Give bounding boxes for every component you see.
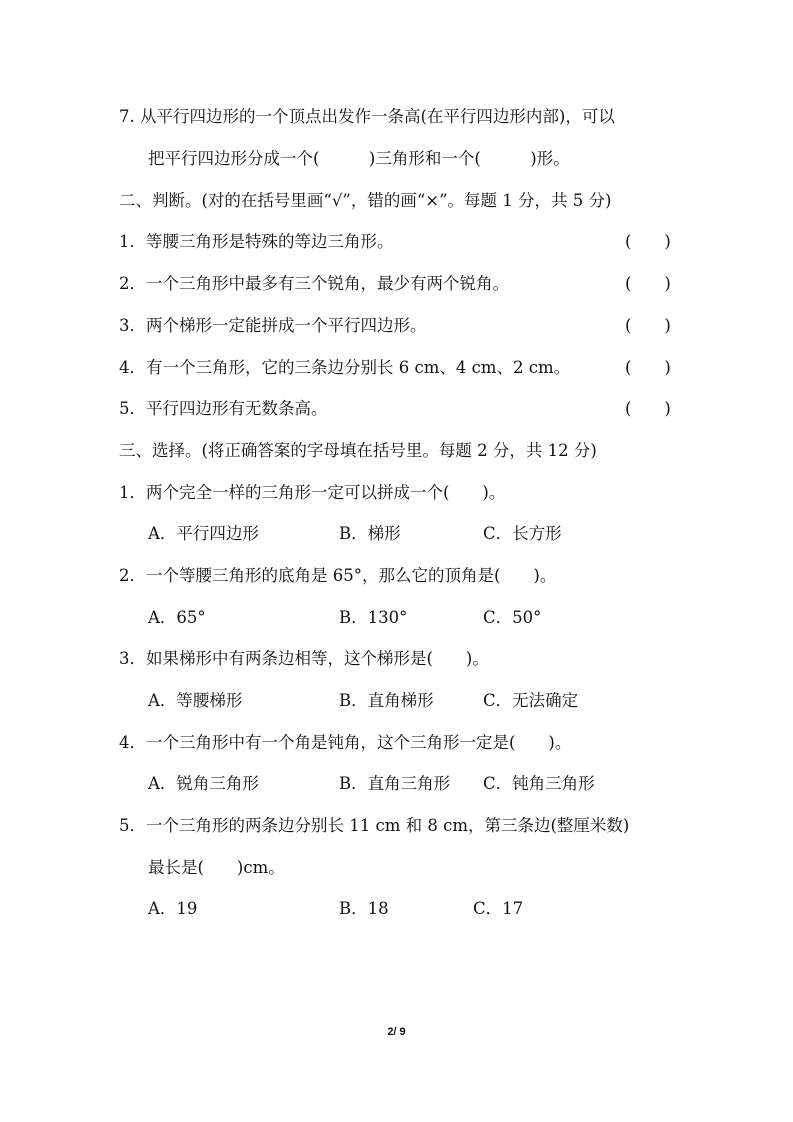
choice-3-option-b[interactable]: B．直角梯形 [339, 691, 434, 710]
judge-item-4: 4．有一个三角形，它的三条边分别长 6 cm、4 cm、2 cm。 [119, 358, 571, 377]
judge-item-5: 5．平行四边形有无数条高。 [119, 399, 328, 418]
judge-item-3: 3．两个梯形一定能拼成一个平行四边形。 [119, 316, 427, 335]
choice-4-option-a[interactable]: A．锐角三角形 [148, 774, 259, 793]
choice-4-option-c[interactable]: C．钝角三角形 [483, 774, 595, 793]
choice-1-option-b[interactable]: B．梯形 [339, 524, 401, 543]
judge-item-2: 2．一个三角形中最多有三个锐角，最少有两个锐角。 [119, 274, 509, 293]
choice-5-option-c[interactable]: C．17 [473, 899, 524, 918]
choice-4-option-b[interactable]: B．直角三角形 [339, 774, 451, 793]
choice-item-4: 4．一个三角形中有一个角是钝角，这个三角形一定是( )。 [119, 733, 572, 752]
judge-answer-5[interactable]: ( ) [625, 399, 671, 418]
choice-heading: 三、选择。(将正确答案的字母填在括号里。每题 2 分，共 12 分) [119, 441, 597, 460]
choice-5-option-a[interactable]: A．19 [148, 899, 198, 918]
choice-item-1: 1．两个完全一样的三角形一定可以拼成一个( )。 [119, 483, 506, 502]
choice-item-3: 3．如果梯形中有两条边相等，这个梯形是( )。 [119, 649, 489, 668]
q7-line1: 7. 从平行四边形的一个顶点出发作一条高(在平行四边形内部)，可以 [119, 107, 615, 126]
choice-1-option-a[interactable]: A．平行四边形 [148, 524, 259, 543]
q7-line2: 把平行四边形分成一个( )三角形和一个( )形。 [148, 149, 570, 168]
judge-heading: 二、判断。(对的在括号里画“√”，错的画“×”。每题 1 分，共 5 分) [119, 191, 612, 210]
choice-2-option-b[interactable]: B．130° [339, 608, 408, 627]
choice-item-2: 2．一个等腰三角形的底角是 65°，那么它的顶角是( )。 [119, 566, 557, 585]
choice-2-option-c[interactable]: C．50° [483, 608, 542, 627]
judge-item-1: 1．等腰三角形是特殊的等边三角形。 [119, 232, 394, 251]
choice-item-5-cont: 最长是( )cm。 [148, 858, 285, 877]
choice-3-option-c[interactable]: C．无法确定 [483, 691, 579, 710]
choice-2-option-a[interactable]: A．65° [148, 608, 206, 627]
choice-item-5: 5．一个三角形的两条边分别长 11 cm 和 8 cm，第三条边(整厘米数) [119, 816, 630, 835]
judge-answer-2[interactable]: ( ) [625, 274, 671, 293]
judge-answer-4[interactable]: ( ) [625, 358, 671, 377]
choice-5-option-b[interactable]: B．18 [339, 899, 389, 918]
choice-3-option-a[interactable]: A．等腰梯形 [148, 691, 243, 710]
choice-1-option-c[interactable]: C．长方形 [483, 524, 562, 543]
page-number: 2/ 9 [387, 1026, 406, 1038]
judge-answer-3[interactable]: ( ) [625, 316, 671, 335]
judge-answer-1[interactable]: ( ) [625, 232, 671, 251]
